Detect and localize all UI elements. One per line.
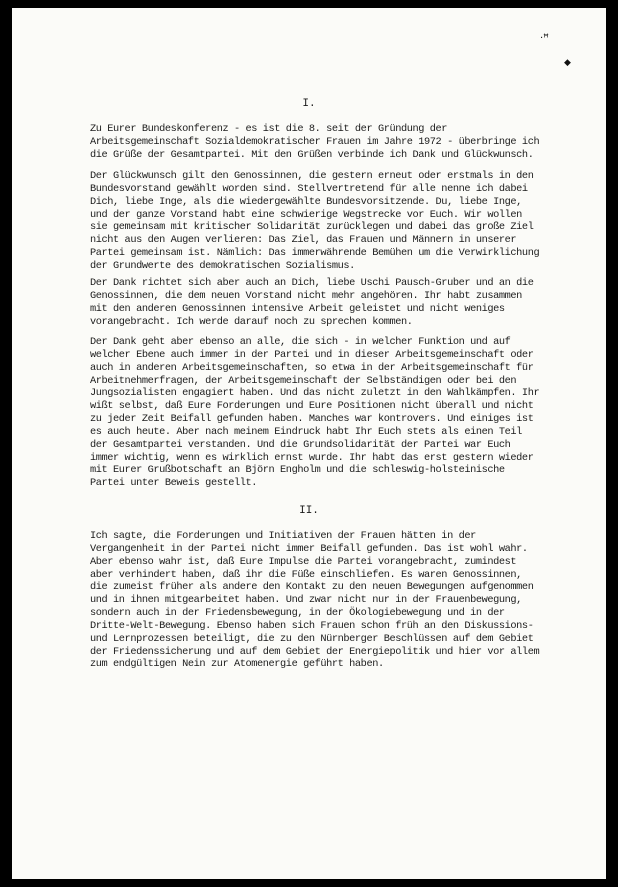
paragraph-3: Der Dank richtet sich aber auch an Dich, liebe Uschi Pausch-Gruber und an die Genossinnen, die dem neuen Vorstand nicht mehr angehören. Ihr habt zusammen mit den anderen Genossinnen intensive Arbeit geleistet und nicht weniges vorangebracht. Ich werde darauf noch zu sprechen kommen.: [90, 277, 534, 328]
document-page: [12, 8, 606, 879]
section-heading-1: I.: [302, 98, 316, 110]
section-heading-2: II.: [299, 505, 319, 517]
paragraph-2: Der Glückwunsch gilt den Genossinnen, die gestern erneut oder erstmals in den Bundesvorstand gewählt worden sind. Stellvertretend für alle nenne ich dabei Dich, liebe Inge, als die wiedergewählte Bundesvorsitzende. Du, liebe Inge, und der ganze Vorstand habt eine schwierige Wegstrecke vor Euch. Wir wollen sie gemeinsam mit kritischer Solidarität zurücklegen und dabei das große Ziel nicht aus den Augen verlieren: Das Ziel, das Frauen und Männern in unserer Partei gemeinsam ist. Nämlich: Das immerwährende Bemühen um die Verwirklichung der Grundwerte des demokratischen Sozialismus.: [90, 170, 540, 272]
paragraph-1: Zu Eurer Bundeskonferenz - es ist die 8. seit der Gründung der Arbeitsgemeinschaft Sozialdemokratischer Frauen im Jahre 1972 - überbringe ich die Grüße der Gesamtpartei. Mit den Grüßen verbinde ich Dank und Glückwunsch.: [90, 123, 540, 161]
paragraph-5: Ich sagte, die Forderungen und Initiativen der Frauen hätten in der Vergangenheit in der Partei nicht immer Beifall gefunden. Das ist wohl wahr. Aber ebenso wahr ist, daß Eure Impulse die Partei vorangebracht, zumindest aber verhindert haben, daß ihr die Füße einschliefen. Es waren Genossinnen, die zumeist früher als andere den Kontakt zu den neuen Bewegungen aufgenommen und in ihnen mitgearbeitet haben. Und zwar nicht nur in der Frauenbewegung, sondern auch in der Friedensbewegung, in der Ökologiebewegung und in der Dritte-Welt-Bewegung. Ebenso haben sich Frauen schon früh an den Diskussions- und Lernprozessen beteiligt, die zu den Nürnberger Beschlüssen auf dem Gebiet der Friedenssicherung und auf dem Gebiet der Energiepolitik und hier vor allem zum endgültigen Nein zur Atomenergie geführt haben.: [90, 530, 540, 671]
scan-mark: ·ꟸ: [540, 33, 549, 44]
scan-mark: ◆: [564, 58, 571, 68]
paragraph-4: Der Dank geht aber ebenso an alle, die sich - in welcher Funktion und auf welcher Ebene auch immer in der Partei und in dieser Arbeitsgemeinschaft oder auch in anderen Arbeitsgemeinschaften, so etwa in der Arbeitsgemeinschaft für Arbeitnehmerfragen, der Arbeitsgemeinschaft der Selbständigen oder bei den Jungsozialisten engagiert haben. Und das nicht zuletzt in den Wahlkämpfen. Ihr wißt selbst, daß Eure Forderungen und Eure Positionen nicht überall und nicht zu jeder Zeit Beifall gefunden haben. Manches war kontrovers. Und einiges ist es auch heute. Aber nach meinem Eindruck habt Ihr Euch stets als einen Teil der Gesamtpartei verstanden. Und die Grundsolidarität der Partei war Euch immer wichtig, wenn es wirklich ernst wurde. Ihr habt das erst gestern wieder mit Eurer Grußbotschaft an Björn Engholm und die schleswig-holsteinische Partei unter Beweis gestellt.: [90, 336, 540, 490]
